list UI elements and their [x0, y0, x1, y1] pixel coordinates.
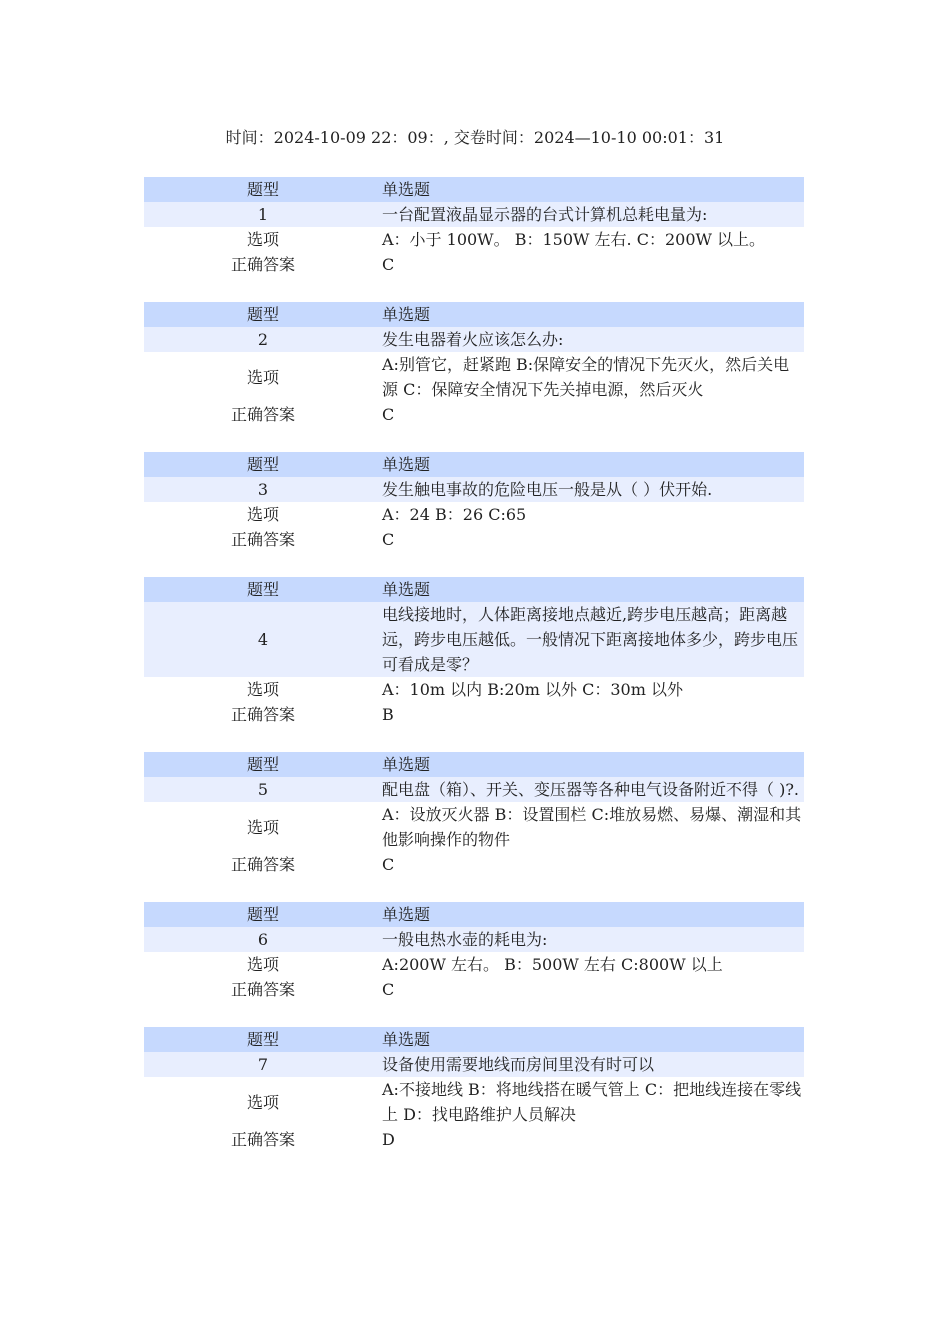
answer-value: C — [382, 530, 395, 549]
options-text: A:不接地线 B：将地线搭在暖气管上 C：把地线连接在零线上 D：找电路维护人员解决 — [382, 1080, 802, 1124]
type-row — [144, 752, 804, 777]
type-row — [144, 302, 804, 327]
question-number: 5 — [257, 780, 269, 799]
answer-row — [144, 1127, 804, 1152]
question-text: 发生触电事故的危险电压一般是从（ ）伏开始. — [382, 480, 713, 499]
question-block — [144, 1027, 804, 1152]
exam-time-header: 时间：2024-10-09 22：09：, 交卷时间：2024—10-10 00:01：31 — [225, 128, 725, 147]
options-row — [144, 352, 804, 402]
question-number: 4 — [257, 630, 269, 649]
type-row — [144, 902, 804, 927]
answer-row — [144, 527, 804, 552]
answer-label: 正确答案 — [230, 980, 295, 999]
question-text: 设备使用需要地线而房间里没有时可以 — [382, 1055, 655, 1074]
options-text: A：小于 100W。 B：150W 左右. C：200W 以上。 — [382, 230, 766, 249]
question-row — [144, 602, 804, 677]
options-label: 选项 — [246, 1092, 279, 1112]
type-value: 单选题 — [382, 305, 431, 324]
answer-value: C — [382, 405, 395, 424]
options-label: 选项 — [246, 955, 279, 974]
answer-value: C — [382, 980, 395, 999]
question-row — [144, 477, 804, 502]
options-text: A：设放灭火器 B：设置围栏 C:堆放易燃、易爆、潮湿和其他影响操作的物件 — [382, 805, 802, 849]
type-value: 单选题 — [382, 1030, 431, 1049]
answer-row — [144, 702, 804, 727]
answer-row — [144, 852, 804, 877]
type-value: 单选题 — [382, 180, 431, 199]
type-label: 题型 — [246, 1030, 279, 1049]
answer-label: 正确答案 — [230, 255, 295, 274]
answer-row — [144, 977, 804, 1002]
options-text: A:200W 左右。 B：500W 左右 C:800W 以上 — [382, 955, 723, 974]
type-row — [144, 177, 804, 202]
type-value: 单选题 — [382, 580, 431, 599]
question-text: 配电盘（箱）、开关、变压器等各种电气设备附近不得（ )?. — [382, 780, 799, 799]
type-label: 题型 — [246, 580, 279, 599]
question-block — [144, 752, 804, 877]
question-text: 发生电器着火应该怎么办: — [382, 330, 564, 349]
question-number: 2 — [257, 330, 269, 349]
type-label: 题型 — [246, 905, 279, 924]
type-label: 题型 — [246, 455, 279, 474]
type-label: 题型 — [246, 305, 279, 324]
type-label: 题型 — [246, 755, 279, 774]
type-value: 单选题 — [382, 455, 431, 474]
type-row — [144, 577, 804, 602]
answer-row — [144, 402, 804, 427]
question-number: 7 — [257, 1055, 269, 1074]
question-number: 3 — [257, 480, 269, 499]
question-row — [144, 327, 804, 352]
options-label: 选项 — [246, 817, 279, 837]
question-list — [144, 177, 804, 1177]
question-block — [144, 177, 804, 277]
answer-label: 正确答案 — [230, 855, 295, 874]
question-text: 一台配置液晶显示器的台式计算机总耗电量为: — [382, 205, 708, 224]
type-value: 单选题 — [382, 905, 431, 924]
options-label: 选项 — [246, 230, 279, 249]
question-block — [144, 577, 804, 727]
type-value: 单选题 — [382, 755, 431, 774]
options-row — [144, 502, 804, 527]
options-text: A:别管它，赶紧跑 B:保障安全的情况下先灭火，然后关电源 C：保障安全情况下先关掉电源，然后灭火 — [382, 355, 790, 399]
options-row — [144, 802, 804, 852]
question-block — [144, 302, 804, 427]
options-label: 选项 — [246, 367, 279, 387]
answer-label: 正确答案 — [230, 1130, 295, 1149]
type-label: 题型 — [246, 180, 279, 199]
answer-row — [144, 252, 804, 277]
answer-value: C — [382, 855, 395, 874]
question-row — [144, 202, 804, 227]
type-row — [144, 1027, 804, 1052]
answer-label: 正确答案 — [230, 405, 295, 424]
options-text: A：24 B：26 C:65 — [382, 505, 527, 524]
question-number: 1 — [257, 205, 269, 224]
options-row — [144, 677, 804, 702]
question-text: 一般电热水壶的耗电为: — [382, 930, 548, 949]
options-label: 选项 — [246, 680, 279, 699]
question-row — [144, 927, 804, 952]
question-number: 6 — [257, 930, 269, 949]
options-text: A：10m 以内 B:20m 以外 C：30m 以外 — [382, 680, 683, 699]
options-label: 选项 — [246, 505, 279, 524]
answer-label: 正确答案 — [230, 530, 295, 549]
answer-value: D — [382, 1130, 395, 1149]
question-text: 电线接地时，人体距离接地点越近,跨步电压越高；距离越远，跨步电压越低。一般情况下距离接地体多少，跨步电压可看成是零？ — [382, 605, 799, 674]
type-row — [144, 452, 804, 477]
answer-value: C — [382, 255, 395, 274]
question-row — [144, 1052, 804, 1077]
answer-label: 正确答案 — [230, 705, 295, 724]
options-row — [144, 952, 804, 977]
options-row — [144, 1077, 804, 1127]
answer-value: B — [382, 705, 394, 724]
question-block — [144, 902, 804, 1002]
question-block — [144, 452, 804, 552]
question-row — [144, 777, 804, 802]
options-row — [144, 227, 804, 252]
